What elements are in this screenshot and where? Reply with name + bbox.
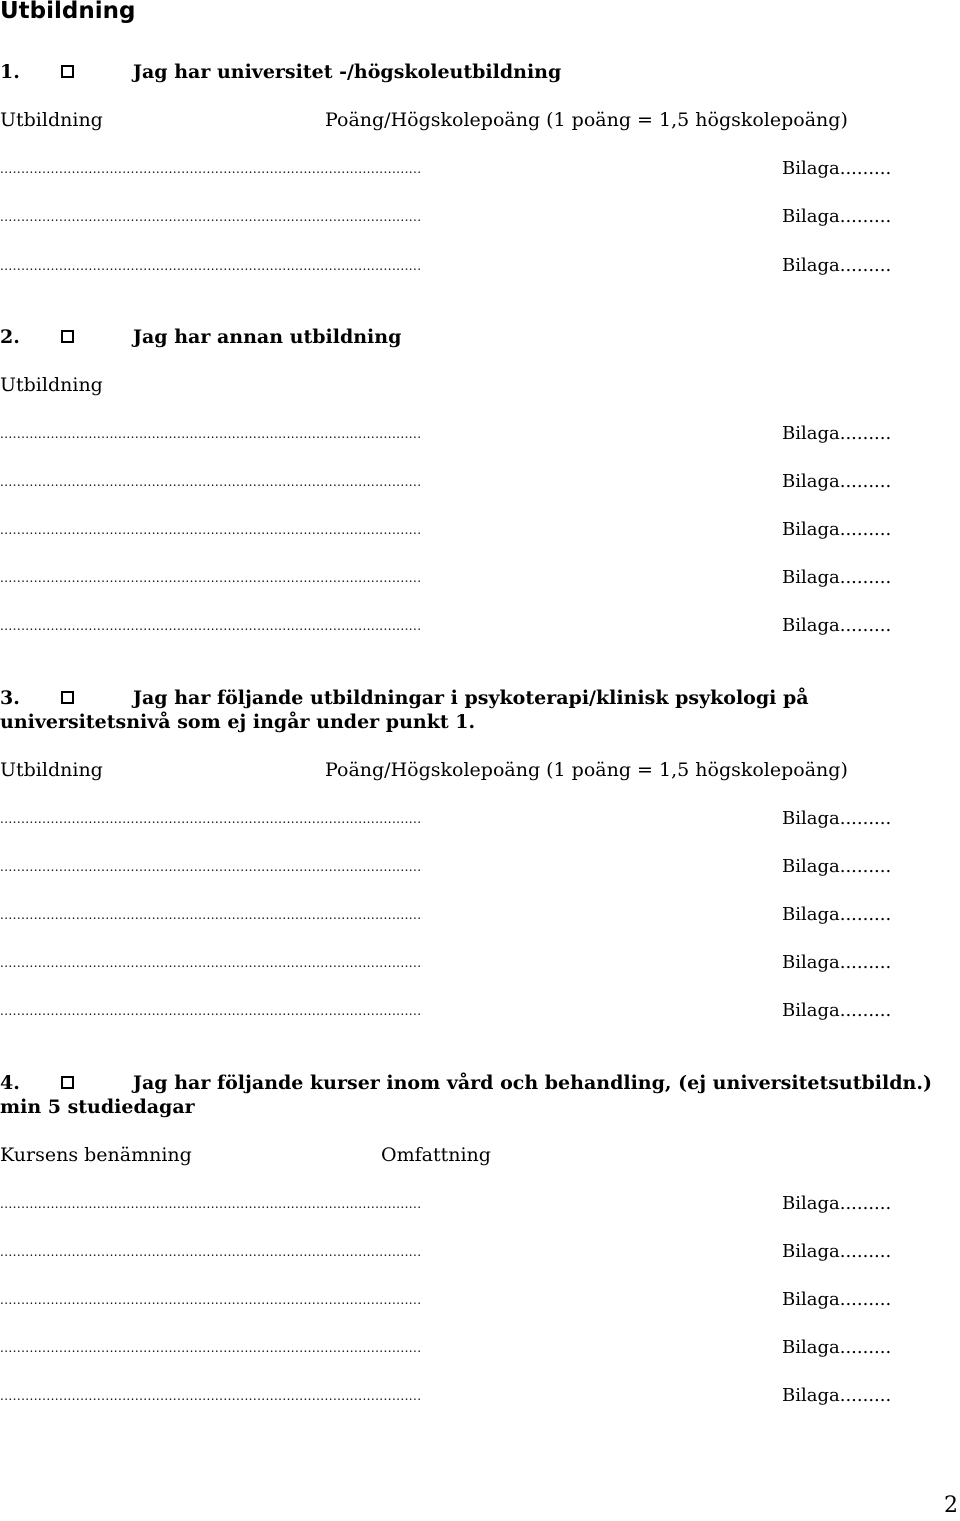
entry-field[interactable]: .................................................................................................... <box>0 1004 422 1018</box>
bilaga-field[interactable]: Bilaga......... <box>782 1000 892 1021</box>
section-number: 2. <box>0 326 20 348</box>
bilaga-field[interactable]: Bilaga......... <box>782 1337 892 1358</box>
entry-field[interactable]: .................................................................................................... <box>0 1293 422 1307</box>
section-4-checkbox[interactable] <box>61 1076 74 1089</box>
entry-field[interactable]: .................................................................................................... <box>0 1389 422 1403</box>
section-1-checkbox[interactable] <box>61 65 74 78</box>
entry-field[interactable]: .................................................................................................... <box>0 1245 422 1259</box>
entry-field[interactable]: .................................................................................................... <box>0 812 422 826</box>
section-heading-continued: min 5 studiedagar <box>0 1096 195 1118</box>
section-2-checkbox[interactable] <box>61 330 74 343</box>
entry-field[interactable]: .................................................................................................... <box>0 259 422 273</box>
bilaga-field[interactable]: Bilaga......... <box>782 615 892 636</box>
entry-field[interactable]: .................................................................................................... <box>0 427 422 441</box>
entry-field[interactable]: .................................................................................................... <box>0 908 422 922</box>
bilaga-field[interactable]: Bilaga......... <box>782 519 892 540</box>
entry-field[interactable]: .................................................................................................... <box>0 162 422 176</box>
column-header-utbildning: Utbildning <box>0 109 103 131</box>
bilaga-field[interactable]: Bilaga......... <box>782 206 892 227</box>
entry-field[interactable]: .................................................................................................... <box>0 210 422 224</box>
entry-field[interactable]: .................................................................................................... <box>0 475 422 489</box>
column-header-kursens-benamning: Kursens benämning <box>0 1144 192 1166</box>
bilaga-field[interactable]: Bilaga......... <box>782 904 892 925</box>
bilaga-field[interactable]: Bilaga......... <box>782 1289 892 1310</box>
bilaga-field[interactable]: Bilaga......... <box>782 471 892 492</box>
section-heading: Jag har följande utbildningar i psykoterapi/klinisk psykologi på <box>133 687 809 709</box>
bilaga-field[interactable]: Bilaga......... <box>782 1385 892 1406</box>
section-3-checkbox[interactable] <box>61 691 74 704</box>
column-header-utbildning: Utbildning <box>0 374 103 396</box>
entry-field[interactable]: .................................................................................................... <box>0 1341 422 1355</box>
entry-field[interactable]: .................................................................................................... <box>0 860 422 874</box>
bilaga-field[interactable]: Bilaga......... <box>782 1193 892 1214</box>
bilaga-field[interactable]: Bilaga......... <box>782 808 892 829</box>
section-number: 1. <box>0 61 20 83</box>
column-header-omfattning: Omfattning <box>381 1144 491 1166</box>
bilaga-field[interactable]: Bilaga......... <box>782 158 892 179</box>
bilaga-field[interactable]: Bilaga......... <box>782 423 892 444</box>
column-header-poang: Poäng/Högskolepoäng (1 poäng = 1,5 högskolepoäng) <box>325 109 848 131</box>
bilaga-field[interactable]: Bilaga......... <box>782 952 892 973</box>
column-header-utbildning: Utbildning <box>0 759 103 781</box>
bilaga-field[interactable]: Bilaga......... <box>782 255 892 276</box>
section-heading: Jag har annan utbildning <box>133 326 402 348</box>
page-title: Utbildning <box>0 0 136 24</box>
entry-field[interactable]: .................................................................................................... <box>0 571 422 585</box>
section-heading: Jag har universitet -/högskoleutbildning <box>133 61 562 83</box>
section-heading: Jag har följande kurser inom vård och behandling, (ej universitetsutbildn.) <box>133 1072 932 1094</box>
bilaga-field[interactable]: Bilaga......... <box>782 1241 892 1262</box>
entry-field[interactable]: .................................................................................................... <box>0 1197 422 1211</box>
entry-field[interactable]: .................................................................................................... <box>0 619 422 633</box>
entry-field[interactable]: .................................................................................................... <box>0 956 422 970</box>
section-heading-continued: universitetsnivå som ej ingår under punkt 1. <box>0 711 476 733</box>
column-header-poang: Poäng/Högskolepoäng (1 poäng = 1,5 högskolepoäng) <box>325 759 848 781</box>
entry-field[interactable]: .................................................................................................... <box>0 523 422 537</box>
section-number: 4. <box>0 1072 20 1094</box>
page-number: 2 <box>944 1493 958 1518</box>
bilaga-field[interactable]: Bilaga......... <box>782 567 892 588</box>
bilaga-field[interactable]: Bilaga......... <box>782 856 892 877</box>
section-number: 3. <box>0 687 20 709</box>
